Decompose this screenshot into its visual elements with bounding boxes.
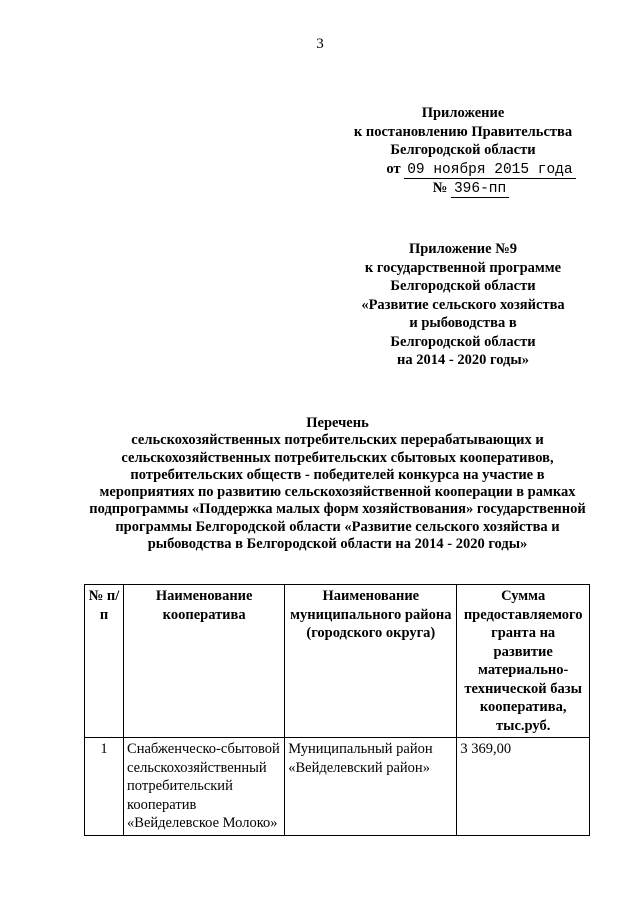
appendix-program-label: Приложение №9 xyxy=(408,241,518,257)
table-row xyxy=(85,738,590,836)
header-district: Наименование муниципального района (городского округа) xyxy=(285,585,457,738)
header-grant: Сумма предоставляемого гранта на развитие материально-технической базы кооператива, тыс.руб. xyxy=(457,585,590,738)
date-prefix: от xyxy=(386,160,401,177)
list-heading: Перечень xyxy=(306,415,369,431)
cell-district: Муниципальный район «Вейделевский район» xyxy=(285,738,457,836)
page-number: 3 xyxy=(316,36,324,52)
cell-grant: 3 369,00 xyxy=(457,738,590,836)
appendix-program-line2: к государственной программе xyxy=(364,259,562,276)
appendix-program-line6: Белгородской области xyxy=(390,333,536,350)
table-header-row xyxy=(85,585,590,738)
date-value: 09 ноября 2015 года xyxy=(404,162,575,179)
list-title xyxy=(85,415,590,553)
number-value: 396-пп xyxy=(451,181,509,198)
header-num: № п/п xyxy=(85,585,124,738)
appendix-decree-number xyxy=(338,179,588,199)
cell-num: 1 xyxy=(85,738,124,836)
header-coop-name: Наименование кооператива xyxy=(124,585,285,738)
number-prefix: № xyxy=(432,180,448,196)
appendix-program-line5: и рыбоводства в xyxy=(409,315,517,331)
appendix-program-line4: «Развитие сельского хозяйства xyxy=(361,296,565,313)
appendix-decree-region: Белгородской области xyxy=(390,142,536,158)
appendix-decree-label: Приложение xyxy=(421,105,505,121)
appendix-program-line3: Белгородской области xyxy=(390,278,536,294)
appendix-decree-date xyxy=(338,160,588,180)
appendix-program-block xyxy=(338,240,588,370)
cell-coop-name: Снабженческо-сбытовой сельскохозяйственный потребительский кооператив «Вейделевское Молоко» xyxy=(124,738,285,836)
cooperatives-table xyxy=(84,584,590,836)
list-description: сельскохозяйственных потребительских перерабатывающих и сельскохозяйственных потребительских сбытовых кооперативов, потребительских обществ - победителей конкурса на участие в мероприятиях по развитию сельскохозяйственной кооперации в рамках подпрограммы «Поддержка малых форм хозяйствования» государственной программы Белгородской области «Развитие сельского хозяйства и рыбоводства в Белгородской области на 2014 - 2020 годы» xyxy=(89,432,586,553)
appendix-decree-to: к постановлению Правительства xyxy=(353,123,573,140)
appendix-program-line7: на 2014 - 2020 годы» xyxy=(397,352,529,368)
appendix-decree-block xyxy=(338,104,588,199)
